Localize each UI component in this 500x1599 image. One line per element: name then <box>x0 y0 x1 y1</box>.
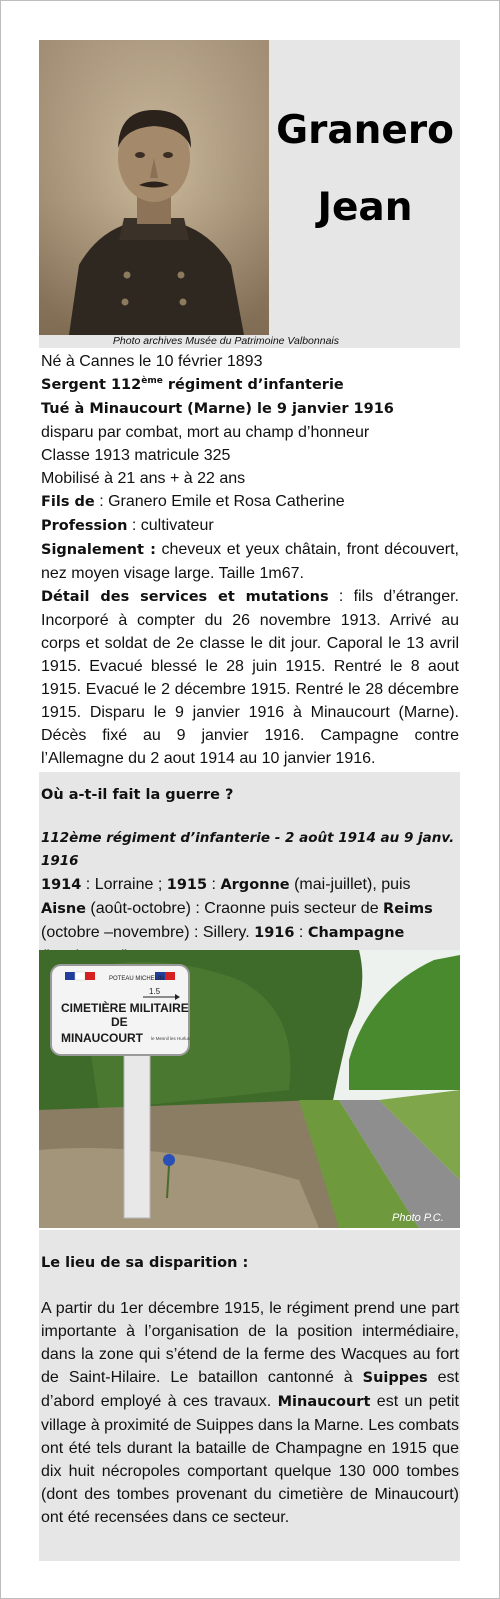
signalement-line: Signalement : cheveux et yeux châtain, front découvert, nez moyen visage large. Taille 1m67. <box>41 541 460 582</box>
death-line: Tué à Minaucourt (Marne) le 9 janvier 1916 <box>41 401 394 417</box>
sign-line1: CIMETIÈRE MILITAIRE <box>61 1001 189 1015</box>
parents-line: Fils de : Granero Emile et Rosa Catherine <box>41 493 345 510</box>
sign-line2: DE <box>111 1015 128 1029</box>
war-subtitle: 112ème régiment d’infanterie - 2 août 1914 au 9 janv. 1916 <box>41 830 455 869</box>
lieu-paragraph: A partir du 1er décembre 1915, le régiment prend une part importante à l’organisation de la position intermédiaire, dans la zone qui s’étend de la ferme des Wacques au fort de Saint-Hilaire. Le bataillon cantonné à Suippes est d’abord employé à ces travaux. Minaucourt est un petit village à proximité de Suippes dans la Marne. Les combats ont été tels durant la bataille de Champagne en 1915 que dix huit nécropoles comportant quelque 130 000 tombes (dont des tombes provenant du cimetière de Minaucourt) ont été recensées dans ce secteur. <box>41 1300 459 1526</box>
sign-line3: MINAUCOURT <box>61 1031 143 1045</box>
surname: Granero <box>276 108 454 153</box>
services-paragraph: Détail des services et mutations : fils d’étranger. Incorporé à compter du 26 novembre 1913. Arrivé au corps et soldat de 2e classe le dit jour. Caporal le 13 avril 1915. Evacué blessé le 28 juin 1915. Rentré le 8 aout 1915. Evacué le 2 décembre 1915. Rentré le 28 décembre 1915. Disparu le 9 janvier 1916 à Minaucourt (Marne). Décès fixé au 9 janvier 1916. Campagne contre l’Allemagne du 2 aout 1914 au 10 janvier 1916. <box>41 588 459 767</box>
war-title: Où a-t-il fait la guerre ? <box>41 787 234 803</box>
classe-line: Classe 1913 matricule 325 <box>41 447 231 464</box>
sign-distance: 1.5 <box>149 987 161 996</box>
rank-line: Sergent 112ème régiment d’infanterie <box>41 376 344 393</box>
war-body <box>41 827 459 968</box>
lieu-title: Le lieu de sa disparition : <box>41 1255 249 1271</box>
portrait-photo <box>39 40 269 335</box>
mobilise-line: Mobilisé à 21 ans + à 22 ans <box>41 470 246 487</box>
profession-line: Profession : cultivateur <box>41 517 214 534</box>
lieu-body <box>41 1297 459 1529</box>
cemetery-sign-photo <box>39 950 460 1228</box>
sign-top-text: POTEAU MICHELIN <box>109 976 165 982</box>
death-detail: disparu par combat, mort au champ d’honneur <box>41 424 370 441</box>
birth-line: Né à Cannes le 10 février 1893 <box>41 353 263 370</box>
sign-small-text: le Mesnil les Hurlus <box>151 1036 191 1041</box>
photo-caption: Photo archives Musée du Patrimoine Valbonnais <box>112 335 339 347</box>
firstname: Jean <box>317 185 413 230</box>
photo-credit: Photo P.C. <box>392 1212 444 1224</box>
biography <box>41 350 459 770</box>
war-campaigns: 1914 : Lorraine ; 1915 : Argonne (mai-juillet), puis Aisne (août-octobre) : Craonne puis secteur de Reims (octobre –novembre) : Sillery. 1916 : Champagne <box>41 876 433 941</box>
